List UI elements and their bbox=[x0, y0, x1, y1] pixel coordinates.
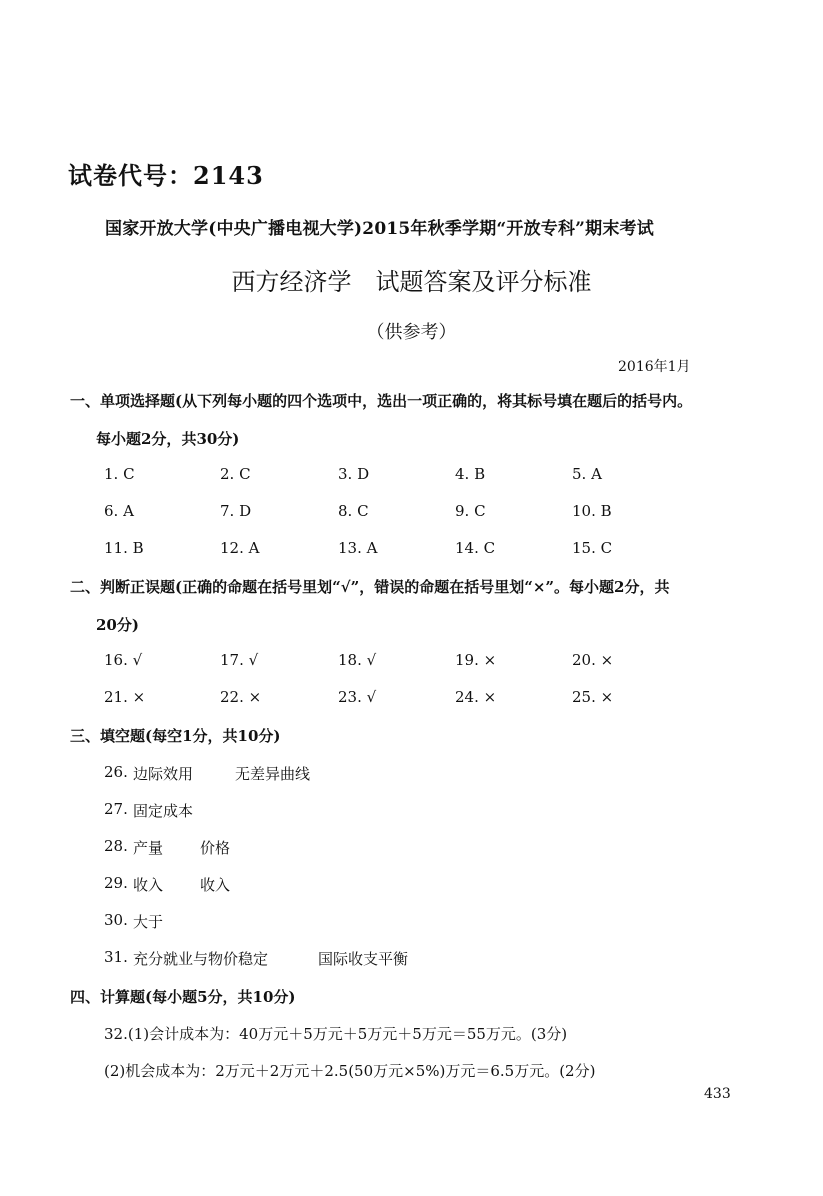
fill-item-answer: 大于 bbox=[133, 913, 164, 931]
answer-item: 21. × bbox=[104, 688, 146, 706]
answer-item: 22. × bbox=[220, 688, 262, 706]
fill-item-answer: 收入 bbox=[133, 876, 164, 894]
answer-item: 13. A bbox=[338, 539, 378, 557]
answer-item: 10. B bbox=[572, 502, 612, 520]
answer-item: 25. × bbox=[572, 688, 614, 706]
fill-item-answer: 固定成本 bbox=[133, 802, 194, 820]
answer-item: 20. × bbox=[572, 651, 614, 669]
fill-item-answer: 产量 bbox=[133, 839, 164, 857]
answer-item: 18. √ bbox=[338, 651, 377, 669]
fill-item-answer: 充分就业与物价稳定 bbox=[133, 950, 269, 968]
fill-item-number: 28. bbox=[104, 837, 128, 855]
answer-item: 6. A bbox=[104, 502, 134, 520]
fill-item-answer: 价格 bbox=[200, 839, 231, 857]
answer-item: 24. × bbox=[455, 688, 497, 706]
section3-heading: 三、填空题(每空1分，共10分) bbox=[70, 727, 281, 745]
answer-item: 15. C bbox=[572, 539, 613, 557]
fill-item-number: 29. bbox=[104, 874, 128, 892]
answer-item: 19. × bbox=[455, 651, 497, 669]
calc-answer-line: (2)机会成本为：2万元＋2万元＋2.5(50万元×5%)万元＝6.5万元。(2分) bbox=[104, 1062, 596, 1080]
section4-heading: 四、计算题(每小题5分，共10分) bbox=[70, 988, 296, 1006]
exam-title: 国家开放大学(中央广播电视大学)2015年秋季学期“开放专科”期末考试 bbox=[105, 219, 654, 239]
answer-item: 11. B bbox=[104, 539, 144, 557]
fill-item-number: 31. bbox=[104, 948, 128, 966]
answer-item: 14. C bbox=[455, 539, 496, 557]
answer-item: 16. √ bbox=[104, 651, 143, 669]
answer-item: 7. D bbox=[220, 502, 252, 520]
document-subtitle: 西方经济学 试题答案及评分标准 bbox=[231, 268, 592, 296]
document-date: 2016年1月 bbox=[618, 359, 691, 375]
fill-item-number: 30. bbox=[104, 911, 128, 929]
section2-heading: 二、判断正误题(正确的命题在括号里划“√”，错误的命题在括号里划“×”。每小题2分，共 bbox=[70, 578, 670, 596]
fill-item-answer: 无差异曲线 bbox=[235, 765, 311, 783]
section1-heading: 一、单项选择题(从下列每小题的四个选项中，选出一项正确的，将其标号填在题后的括号内。 bbox=[70, 392, 693, 410]
answer-item: 3. D bbox=[338, 465, 370, 483]
answer-item: 2. C bbox=[220, 465, 251, 483]
fill-item-number: 26. bbox=[104, 763, 128, 781]
answer-item: 5. A bbox=[572, 465, 602, 483]
section1-heading-cont: 每小题2分，共30分) bbox=[96, 430, 240, 448]
answer-item: 1. C bbox=[104, 465, 135, 483]
fill-item-answer: 收入 bbox=[200, 876, 231, 894]
answer-item: 9. C bbox=[455, 502, 486, 520]
fill-item-answer: 边际效用 bbox=[133, 765, 194, 783]
section2-heading-cont: 20分) bbox=[96, 616, 139, 634]
answer-item: 23. √ bbox=[338, 688, 377, 706]
answer-item: 12. A bbox=[220, 539, 260, 557]
exam-code: 试卷代号：2143 bbox=[68, 161, 264, 190]
answer-item: 17. √ bbox=[220, 651, 259, 669]
reference-note: （供参考） bbox=[366, 322, 457, 343]
answer-item: 4. B bbox=[455, 465, 486, 483]
answer-item: 8. C bbox=[338, 502, 369, 520]
calc-answer-line: 32.(1)会计成本为：40万元＋5万元＋5万元＋5万元＝55万元。(3分) bbox=[104, 1025, 568, 1043]
fill-item-answer: 国际收支平衡 bbox=[318, 950, 409, 968]
page-number: 433 bbox=[704, 1086, 731, 1102]
fill-item-number: 27. bbox=[104, 800, 128, 818]
